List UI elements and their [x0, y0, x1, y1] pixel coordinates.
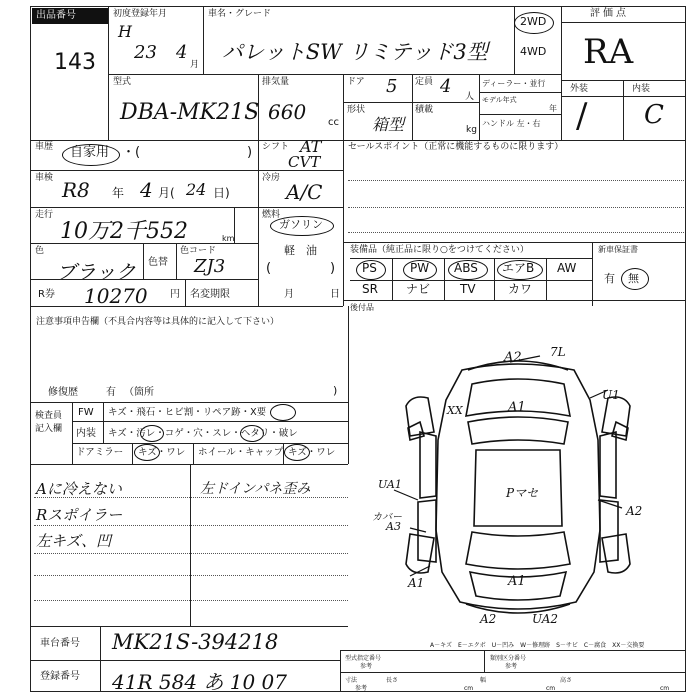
repair-label: 修復歴	[48, 387, 78, 398]
name-change-label: 名変期限	[190, 289, 230, 300]
form-model-designation: 型式指定番号	[345, 655, 382, 662]
divider	[561, 22, 686, 23]
exterior-label: 外装	[570, 84, 589, 94]
equip-ps-circle	[356, 260, 386, 280]
color-code-label: 色コード	[180, 246, 217, 256]
reg-value: 41R 584 あ 10 07	[112, 670, 288, 694]
divider	[340, 672, 686, 673]
form-cm-2: cm	[546, 685, 556, 692]
inspector-label: 検査員	[35, 411, 63, 421]
use-close: )	[247, 145, 253, 160]
warranty-no: 無	[628, 272, 639, 285]
recycle-label: R券	[38, 289, 55, 300]
divider	[343, 102, 479, 103]
mark-front-bumper-2: 7L	[550, 345, 566, 359]
capacity-value: 4	[440, 76, 452, 97]
use-dot: ・(	[122, 145, 141, 160]
divider	[185, 279, 186, 306]
inspection-day-char: 日)	[213, 186, 230, 200]
mark-cover: カバー	[372, 512, 402, 523]
model-value: DBA-MK21S	[120, 100, 260, 125]
use-label: 車歴	[35, 142, 54, 152]
divider	[479, 92, 561, 93]
divider	[340, 650, 341, 692]
mark-rear-left: A1	[408, 576, 425, 590]
mark-left-door: UA1	[378, 478, 402, 491]
divider	[484, 650, 485, 672]
displacement-label: 排気量	[262, 77, 290, 87]
drive-4wd: 4WD	[520, 45, 547, 58]
divider	[623, 80, 624, 140]
mirror-scratch-circle	[134, 444, 160, 461]
fuel-value: ガソリン	[279, 218, 323, 231]
divider	[30, 660, 340, 661]
form-ref-2: 参考	[505, 663, 518, 670]
ruled-line	[34, 553, 348, 554]
shape-value: 箱型	[372, 115, 405, 134]
yen-unit: 円	[170, 289, 180, 300]
equip-aw: AW	[557, 261, 577, 275]
mark-right-rear: A2	[626, 504, 643, 518]
divider	[348, 306, 349, 464]
divider	[350, 280, 592, 281]
divider	[412, 74, 413, 102]
caution-label: 注意事項申告欄（不具合内容等は具体的に記入して下さい）	[36, 317, 280, 327]
divider	[343, 242, 686, 243]
name-grade-value: パレットSW リミテッド3型	[222, 40, 488, 64]
divider	[108, 6, 109, 140]
equip-ps: PS	[362, 261, 377, 275]
divider	[30, 626, 348, 627]
mark-rear-bumper-2: UA2	[532, 612, 559, 626]
rating-label: 評価点	[590, 8, 629, 19]
first-reg-month-suffix: 月	[190, 60, 200, 70]
fw-repair-circle	[270, 404, 296, 421]
fuel-paren-close: )	[330, 261, 336, 276]
mileage-value: 10万2千552	[60, 219, 188, 244]
dealer-label: ディーラー・並行	[482, 79, 546, 88]
sales-points-label: セールスポイント（正常に機能するものに限ります）	[348, 142, 564, 152]
wheel-scratch-circle	[284, 444, 310, 461]
mark-front-left: XX	[447, 404, 463, 417]
door-label: ドア	[347, 77, 365, 87]
lot-number-value: 143	[54, 50, 96, 75]
first-reg-month: 4	[176, 42, 188, 63]
door-value: 5	[386, 76, 398, 97]
divider	[479, 114, 561, 115]
equip-pw: PW	[410, 261, 430, 275]
divider	[343, 74, 344, 140]
color-code-value: ZJ3	[194, 256, 226, 277]
divider	[592, 242, 593, 306]
remark-left-3: 左キズ、凹	[36, 532, 112, 550]
handle-label: ハンドル 左・右	[482, 119, 541, 128]
equip-abs-circle	[448, 260, 488, 280]
person-unit: 人	[465, 92, 475, 102]
color-change-label: 色替	[148, 257, 168, 268]
exterior-value: /	[576, 96, 588, 136]
displacement-value: 660	[268, 100, 307, 124]
mark-front-right: U1	[602, 388, 620, 402]
equip-airbag-circle	[497, 260, 543, 280]
interior-check-label: 内装	[76, 428, 96, 439]
shift-label: シフト	[262, 142, 290, 152]
first-reg-year: 23	[134, 42, 157, 63]
divider	[103, 402, 104, 443]
load-label: 積載	[415, 105, 434, 115]
model-year-suffix: 年	[549, 104, 557, 113]
divider	[561, 6, 562, 140]
form-height: 高さ	[560, 677, 573, 684]
divider	[234, 207, 235, 243]
drive-2wd: 2WD	[520, 15, 547, 28]
warranty-yes: 有	[604, 272, 615, 285]
wheel-label: ホイール・キャップ	[198, 447, 284, 458]
divider	[30, 207, 343, 208]
shape-label: 形状	[347, 105, 366, 115]
interior-stain-circle	[140, 425, 164, 442]
equip-airbag: エアB	[502, 261, 535, 275]
color-label: 色	[35, 246, 45, 256]
divider	[193, 443, 194, 464]
fuel-label: 燃料	[262, 210, 281, 220]
form-cm-3: cm	[660, 685, 670, 692]
divider	[143, 243, 144, 279]
chassis-label: 車台番号	[40, 638, 80, 649]
first-reg-label: 初度登録年月	[113, 9, 168, 19]
divider	[479, 74, 480, 140]
model-label: 型式	[113, 77, 132, 87]
inspection-era: R8	[62, 178, 90, 202]
divider	[108, 74, 561, 75]
divider	[72, 402, 73, 464]
divider	[514, 6, 515, 74]
shift-value: AT	[300, 137, 322, 156]
form-cm-1: cm	[464, 685, 474, 692]
name-grade-label: 車名・グレード	[208, 9, 272, 19]
repair-yes: 有	[106, 387, 116, 398]
inspection-label: 車検	[35, 173, 54, 183]
remark-left-1: Aに冷えない	[36, 480, 122, 498]
equip-leather: カワ	[508, 282, 533, 296]
divider	[30, 279, 258, 280]
km-unit: km	[222, 234, 235, 243]
remark-left-2: Rスポイラー	[36, 506, 123, 524]
recycle-value: 10270	[84, 284, 148, 308]
inspection-month-char: 月(	[158, 186, 175, 200]
divider	[30, 402, 348, 403]
fuel-paren-open: (	[266, 261, 272, 276]
divider	[30, 464, 348, 465]
equip-navi: ナビ	[406, 282, 431, 296]
mirror-label: ドアミラー	[76, 447, 124, 458]
ruled-line	[348, 232, 684, 233]
form-length: 長さ	[386, 677, 399, 684]
form-dimensions: 寸法	[345, 677, 358, 684]
divider	[30, 306, 343, 307]
equipment-label: 装備品（純正品に限り○をつけてください）	[350, 245, 529, 255]
divider	[444, 258, 445, 300]
fw-text: キズ・飛石・ヒビ割・リペア跡・X要	[108, 407, 267, 418]
mark-roof: Pマセ	[506, 486, 539, 500]
interior-value: C	[644, 100, 664, 130]
ruled-line	[34, 575, 348, 576]
color-value: ブラック	[56, 260, 136, 284]
divider	[350, 258, 592, 259]
interior-scuff-circle	[240, 425, 264, 442]
divider	[343, 300, 686, 301]
fw-label: FW	[78, 407, 94, 418]
ac-value: A/C	[286, 180, 323, 204]
interior-check-text: キズ・汚レ・コゲ・穴・スレ・ヘタリ・破レ	[108, 428, 298, 439]
divider	[100, 626, 101, 692]
divider	[72, 443, 348, 444]
form-ref-1: 参考	[360, 663, 373, 670]
mark-rear-window: A1	[508, 574, 526, 589]
remark-right-1: 左ドインパネ歪み	[200, 481, 311, 497]
ruled-line	[34, 600, 348, 601]
form-class-number: 類別区分番号	[490, 655, 527, 662]
divider	[203, 6, 204, 74]
mark-front-bumper: A2	[504, 350, 522, 365]
shift-sub: CVT	[288, 153, 321, 171]
interior-label: 内装	[632, 84, 651, 94]
ruled-line	[348, 180, 684, 181]
equip-tv: TV	[460, 282, 476, 296]
form-ref-3: 参考	[355, 685, 368, 692]
divider	[132, 443, 133, 464]
kg-unit: kg	[466, 125, 477, 135]
divider	[343, 140, 344, 306]
ruled-line	[34, 525, 348, 526]
mileage-label: 走行	[35, 210, 54, 220]
rating-value: RA	[583, 32, 634, 72]
divider	[494, 258, 495, 300]
name-change-day: 日	[330, 289, 340, 300]
first-reg-era: H	[118, 22, 132, 41]
divider	[30, 140, 686, 141]
mark-rear-bumper: A2	[480, 612, 497, 626]
equip-pw-circle	[403, 260, 437, 280]
use-value: 自家用	[70, 145, 110, 160]
wheel-text: キズ・ワレ	[288, 447, 336, 458]
divider	[30, 170, 343, 171]
form-width: 幅	[480, 677, 487, 684]
cc-unit: cc	[328, 117, 339, 128]
divider	[30, 243, 258, 244]
ac-label: 冷房	[262, 173, 281, 183]
divider	[340, 650, 686, 651]
mirror-text: キズ・ワレ	[138, 447, 186, 458]
divider	[176, 243, 177, 279]
legend: A－キズ E－エクボ U－凹み W－修理跡 S－サビ C－腐食 XX－交換要	[430, 642, 645, 649]
reg-label: 登録番号	[40, 671, 80, 682]
equip-abs: ABS	[454, 261, 478, 275]
mark-left-rear: A3	[386, 520, 401, 533]
equip-sr: SR	[362, 282, 378, 296]
entry-label: 記入欄	[35, 424, 63, 434]
divider	[258, 140, 259, 306]
divider	[392, 258, 393, 300]
divider	[412, 102, 413, 140]
model-year-label: モデル年式	[482, 96, 517, 104]
chassis-value: MK21S-394218	[112, 630, 279, 654]
inspection-month: 4	[140, 178, 153, 202]
inspection-day: 24	[186, 180, 207, 199]
divider	[190, 464, 191, 626]
after-install-label: 後付品	[350, 303, 374, 312]
inspection-year-char: 年	[112, 186, 125, 200]
capacity-label: 定員	[415, 77, 434, 87]
mark-hood: A1	[508, 400, 526, 415]
ruled-line	[348, 207, 684, 208]
diesel-value: 軽 油	[284, 244, 317, 257]
divider	[72, 421, 348, 422]
lot-number-label: 出品番号	[32, 8, 108, 24]
repair-place: （箇所	[124, 387, 154, 398]
divider	[258, 74, 259, 140]
repair-close: )	[333, 384, 338, 397]
divider	[546, 258, 547, 300]
new-warranty-label: 新車保証書	[598, 245, 638, 254]
name-change-month: 月	[284, 289, 294, 300]
